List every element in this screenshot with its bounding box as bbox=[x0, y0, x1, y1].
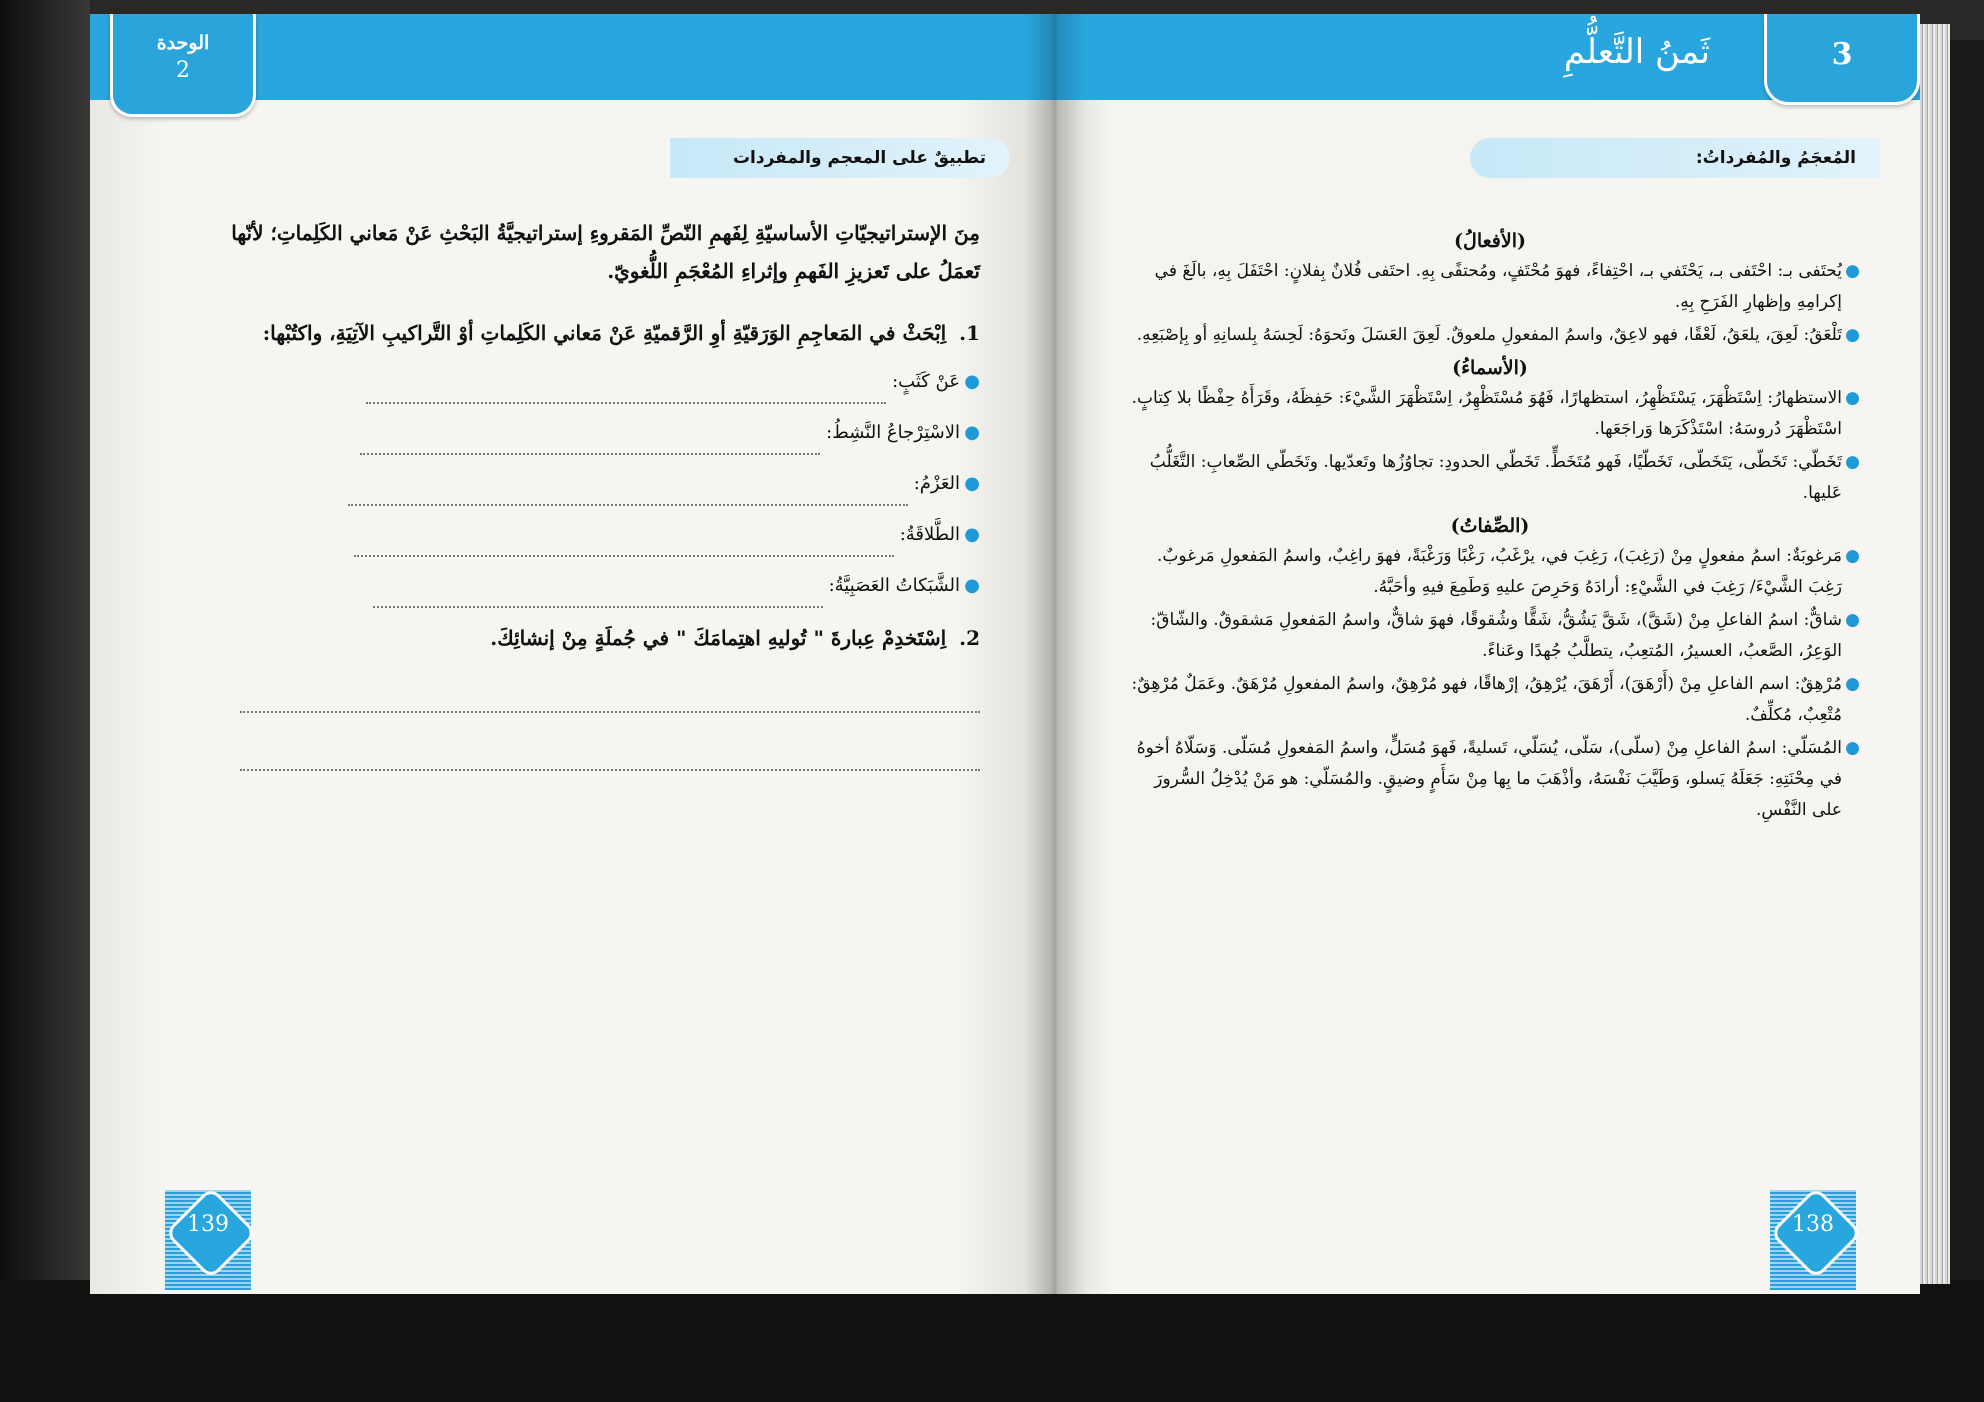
term-label: الاسْتِرْجاعُ النَّشِطُ: bbox=[826, 422, 960, 443]
term-label: عَنْ كَثَبٍ: bbox=[892, 371, 960, 392]
term-item bbox=[220, 462, 980, 513]
vocab-entry bbox=[1120, 541, 1860, 603]
term-item bbox=[220, 360, 980, 411]
term-label: العَزْمُ: bbox=[913, 473, 960, 494]
entry-text: المُسَلّي: اسمُ الفاعلِ مِنْ (سلّى)، سَلّى، يُسَلّي، تَسليةً، فَهوَ مُسَلٍّ، واسمُ المَفعولِ مُسَلّى. وَسَلّاهُ أخوهُ في مِحْنَتِهِ: جَعَلَهُ يَسلو، وَطَيَّبَ نَفْسَهُ، وأذْهَبَ ما بِها مِنْ سَأَمٍ وضيقٍ. والمُسَلّي: هو مَنْ يُدْخِلُ السُّرورَ على النَّفْسِ. bbox=[1136, 738, 1842, 820]
vocab-entry bbox=[1120, 320, 1860, 351]
question-1-number: 1. bbox=[959, 321, 980, 345]
section-title-nouns: (الأسماءُ) bbox=[1452, 357, 1528, 379]
vocab-entry bbox=[1120, 447, 1860, 509]
term-item bbox=[220, 411, 980, 462]
unit-number: 2 bbox=[176, 58, 190, 83]
bullet-icon: ● bbox=[1845, 738, 1860, 758]
section-title-verbs: (الأفعالُ) bbox=[1454, 230, 1526, 252]
term-label: الطَّلاقَةُ: bbox=[899, 524, 960, 545]
page-number-badge bbox=[165, 1190, 251, 1276]
entry-text: تَخَطّي: تَخَطّى، يَتَخَطّى، تَخَطّيًا، فَهو مُتَخَطٍّ. تَخَطّي الحدودِ: تجاوُزُها وتَعدّيها. وتَخَطّي الصِّعابِ: التَّغَلُّبُ عَليها. bbox=[1149, 452, 1842, 503]
unit-label: الوحدة bbox=[156, 32, 210, 54]
terms-list bbox=[220, 360, 980, 615]
bullet-icon: ● bbox=[1845, 452, 1860, 472]
open-book bbox=[70, 14, 1950, 1294]
term-item bbox=[220, 513, 980, 564]
answer-line[interactable] bbox=[240, 655, 980, 713]
term-item bbox=[220, 564, 980, 615]
section-pill: تطبيقٌ على المعجم والمفردات bbox=[670, 138, 1010, 178]
answer-field[interactable] bbox=[360, 429, 820, 455]
bullet-icon: ● bbox=[1845, 325, 1860, 345]
question-2-text: اِسْتَخدِمْ عِبارةَ " تُوليهِ اهتِمامَكَ " في جُملَةٍ مِنْ إنشائِكَ. bbox=[490, 626, 947, 650]
page-138 bbox=[1050, 14, 1920, 1294]
answer-field[interactable] bbox=[366, 378, 886, 404]
unit-tab bbox=[110, 14, 256, 117]
verbs-list bbox=[1120, 256, 1860, 351]
bullet-icon: ● bbox=[964, 371, 980, 392]
bullet-icon: ● bbox=[964, 473, 980, 494]
term-label: الشَّبَكاتُ العَصَبِيَّةُ: bbox=[828, 575, 960, 596]
lesson-number-tab: 3 bbox=[1764, 14, 1920, 105]
vocab-entry bbox=[1120, 256, 1860, 318]
entry-text: شاقٌّ: اسمُ الفاعلِ مِنْ (شَقَّ)، شَقَّ يَشُقُّ، شَقًّا وشُقوقًا، فهوَ شاقٌّ، واسمُ المَفعولِ مَشقوقٌ. والشّاقّ: الوَعِرُ، الصَّعبُ، العسيرُ، المُتعِبُ، يتطلَّبُ جُهدًا وعَناءً. bbox=[1150, 610, 1842, 661]
page-number-badge bbox=[1770, 1190, 1856, 1276]
vocab-entry bbox=[1120, 669, 1860, 731]
question-1-text: اِبْحَثْ في المَعاجِمِ الوَرَقيّةِ أوِ الرَّقميّةِ عَنْ مَعاني الكَلِماتِ أوْ التَّراكيبِ الآتِيَةِ، واكتُبْها: bbox=[262, 321, 947, 345]
page-number: 138 bbox=[1792, 1212, 1834, 1237]
answer-field[interactable] bbox=[354, 531, 894, 557]
question-2 bbox=[220, 621, 980, 655]
answer-field[interactable] bbox=[348, 480, 908, 506]
question-1 bbox=[220, 316, 980, 350]
bullet-icon: ● bbox=[1845, 674, 1860, 694]
bullet-icon: ● bbox=[1845, 261, 1860, 281]
answer-line[interactable] bbox=[240, 713, 980, 771]
exercise-content bbox=[220, 214, 980, 771]
bullet-icon: ● bbox=[964, 575, 980, 596]
nouns-list bbox=[1120, 383, 1860, 509]
intro-paragraph: مِنَ الإستراتيجيّاتِ الأساسيّةِ لِفَهمِ النّصِّ المَقروءِ إستراتيجيَّةُ البَحْثِ عَنْ مَعاني الكَلِماتِ؛ لأنّها تَعمَلُ على تَعزيزِ الفَهمِ وإثراءِ المُعْجَمِ اللُّغويّ. bbox=[231, 221, 980, 283]
page-139 bbox=[90, 14, 1050, 1294]
page-edges bbox=[1920, 24, 1950, 1284]
bullet-icon: ● bbox=[1845, 546, 1860, 566]
vocab-entry bbox=[1120, 383, 1860, 445]
question-2-number: 2. bbox=[959, 626, 980, 650]
bullet-icon: ● bbox=[964, 422, 980, 443]
bullet-icon: ● bbox=[1845, 388, 1860, 408]
answer-field[interactable] bbox=[373, 582, 823, 608]
entry-text: تَلْعَقُ: لَعِقَ، يلعَقُ، لَعْقًا، فهو لاعِقٌ، واسمُ المفعولِ ملعوقٌ. لَعِقَ العَسَلَ ونَحوَهُ: لَحِسَهُ بِلسانِهِ أو بِإصْبَعِهِ. bbox=[1136, 325, 1842, 345]
book-spine-crease bbox=[1025, 14, 1085, 1294]
vocabulary-content bbox=[1120, 224, 1860, 828]
adjectives-list bbox=[1120, 541, 1860, 826]
vocab-entry bbox=[1120, 605, 1860, 667]
entry-text: يُحتَفى بـ: احْتَفى بـ، يَحْتَفي بـ، احْتِفاءً، فهوَ مُحْتَفٍ، ومُحتفًى بِهِ. احتَفى فُلانٌ بِفلانٍ: احْتَفَلَ بِهِ، بالَغَ في إكرامِهِ وإظهارِ الفَرَحِ بِهِ. bbox=[1154, 261, 1842, 312]
vocab-entry bbox=[1120, 733, 1860, 826]
section-title-adjectives: (الصِّفاتُ) bbox=[1450, 515, 1530, 537]
bullet-icon: ● bbox=[964, 524, 980, 545]
background-bottom bbox=[0, 1280, 1984, 1402]
entry-text: مُرْهِقٌ: اسم الفاعلِ مِنْ (أَرْهَقَ)، أَرْهَقَ، يُرْهِقُ، إرْهاقًا، فهو مُرْهِقٌ، واسمُ المفعولِ مُرْهَقٌ. وعَمَلٌ مُرْهِقٌ: مُتْعِبٌ، مُكلِّفٌ. bbox=[1131, 674, 1842, 725]
section-pill: المُعجَمُ والمُفرداتُ: bbox=[1470, 138, 1880, 178]
bullet-icon: ● bbox=[1845, 610, 1860, 630]
lesson-title: ثَمنُ التَّعلُّمِ bbox=[1563, 32, 1710, 72]
page-number: 139 bbox=[187, 1212, 229, 1237]
entry-text: الاستظهارُ: اِسْتَظْهَرَ، يَسْتَظْهِرُ، استظهارًا، فَهُوَ مُسْتَظْهِرٌ، اِسْتَظْهَرَ الشَّيْءَ: حَفِظَهُ، وقَرَأَهُ حِفْظًا بلا كِتابٍ. اسْتَظْهَرَ دُروسَهُ: اسْتَذْكَرَها وَراجَعَها. bbox=[1131, 388, 1842, 439]
entry-text: مَرغوبَةٌ: اسمُ مفعولٍ مِنْ (رَغِبَ)، رَغِبَ في، يرْغَبُ، رَغْبًا وَرَغْبَةً، فهوَ راغِبٌ، واسمُ المَفعولِ مَرغوبٌ. رَغِبَ الشَّيْءَ/ رَغِبَ في الشَّيْءِ: أرادَهُ وَحَرِصَ عليهِ وَطَمِعَ فيهِ وأحَبَّهُ. bbox=[1157, 546, 1842, 597]
